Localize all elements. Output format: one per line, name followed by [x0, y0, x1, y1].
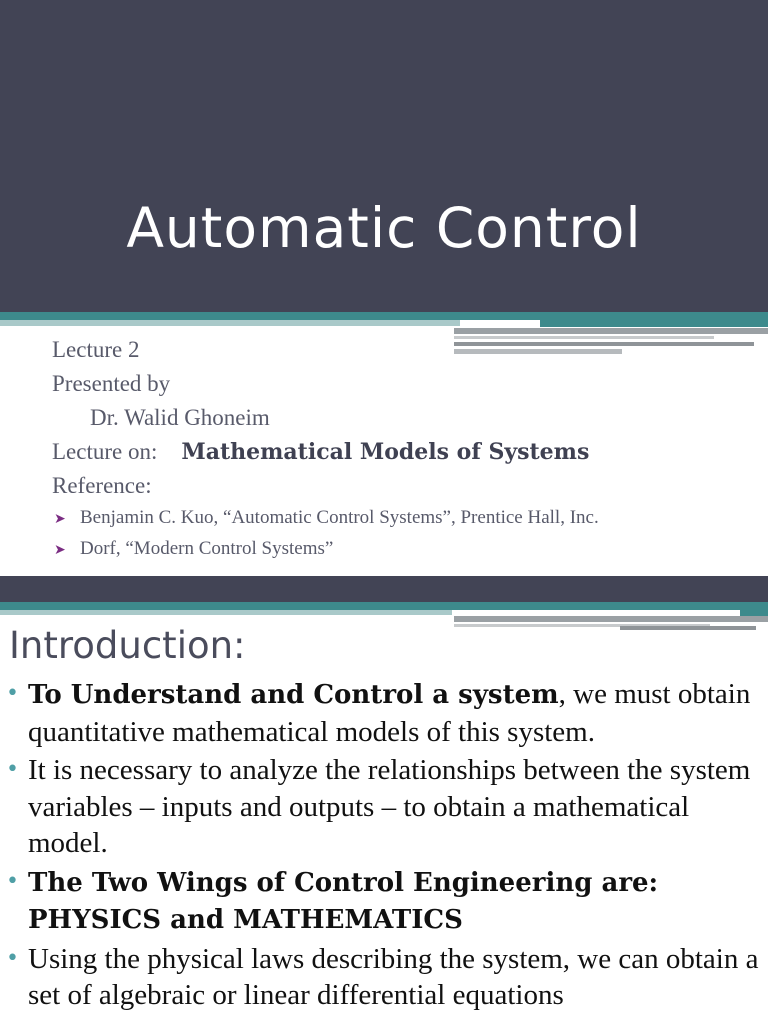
decor-stripe — [0, 320, 460, 326]
bullet-bold: The Two Wings of Control Engineering are: PHYSICS and MATHEMATICS — [28, 867, 659, 935]
content-slide — [0, 576, 768, 1024]
bullet-text: It is necessary to analyze the relationships between the system variables – inputs and outputs – to obtain a mathematical model. — [28, 754, 751, 859]
list-item — [6, 941, 766, 1014]
slide-title: Automatic Control — [126, 196, 642, 260]
arrow-bullet-icon: ➤ — [54, 511, 66, 527]
reference-label: Reference: — [52, 473, 152, 498]
list-item — [6, 752, 766, 862]
decor-stripe — [0, 312, 540, 320]
decor-stripe — [540, 312, 768, 327]
reference-item — [52, 534, 599, 560]
reference-text: Dorf, “Modern Control Systems” — [80, 538, 334, 559]
decor-stripe — [0, 610, 452, 615]
lecture-on-line — [52, 435, 599, 469]
bullet-dot-icon: • — [6, 681, 19, 706]
arrow-bullet-icon: ➤ — [54, 542, 66, 558]
decor-stripe — [0, 602, 740, 610]
bullet-list — [6, 676, 766, 1016]
header-band — [0, 576, 768, 602]
bullet-dot-icon: • — [6, 757, 19, 782]
lecture-on-label: Lecture on: — [52, 439, 158, 464]
presenter-name: Dr. Walid Ghoneim — [90, 405, 270, 430]
presented-by-label: Presented by — [52, 371, 171, 396]
list-item — [6, 676, 766, 750]
decor-stripe — [620, 626, 756, 630]
bullet-bold: To Understand and Control a system — [28, 680, 559, 710]
lecture-topic: Mathematical Models of Systems — [181, 439, 590, 465]
title-band — [0, 0, 768, 312]
reference-text: Benjamin C. Kuo, “Automatic Control Systems”, Prentice Hall, Inc. — [80, 507, 599, 528]
bullet-text: Using the physical laws describing the system, we can obtain a set of algebraic or linear differential equations — [28, 942, 759, 1011]
list-item — [6, 864, 766, 939]
bullet-text: , we must obtain quantitative mathematical models of this system. — [28, 678, 751, 748]
slide-gap — [0, 560, 768, 576]
bullet-dot-icon: • — [6, 945, 19, 971]
lecture-number: Lecture 2 — [52, 337, 140, 362]
subtitle-block — [52, 333, 599, 560]
slide-heading: Introduction: — [9, 624, 246, 667]
decor-stripe — [740, 602, 768, 616]
bullet-dot-icon: • — [6, 868, 19, 894]
decor-stripe — [454, 616, 768, 622]
reference-item — [52, 503, 599, 534]
